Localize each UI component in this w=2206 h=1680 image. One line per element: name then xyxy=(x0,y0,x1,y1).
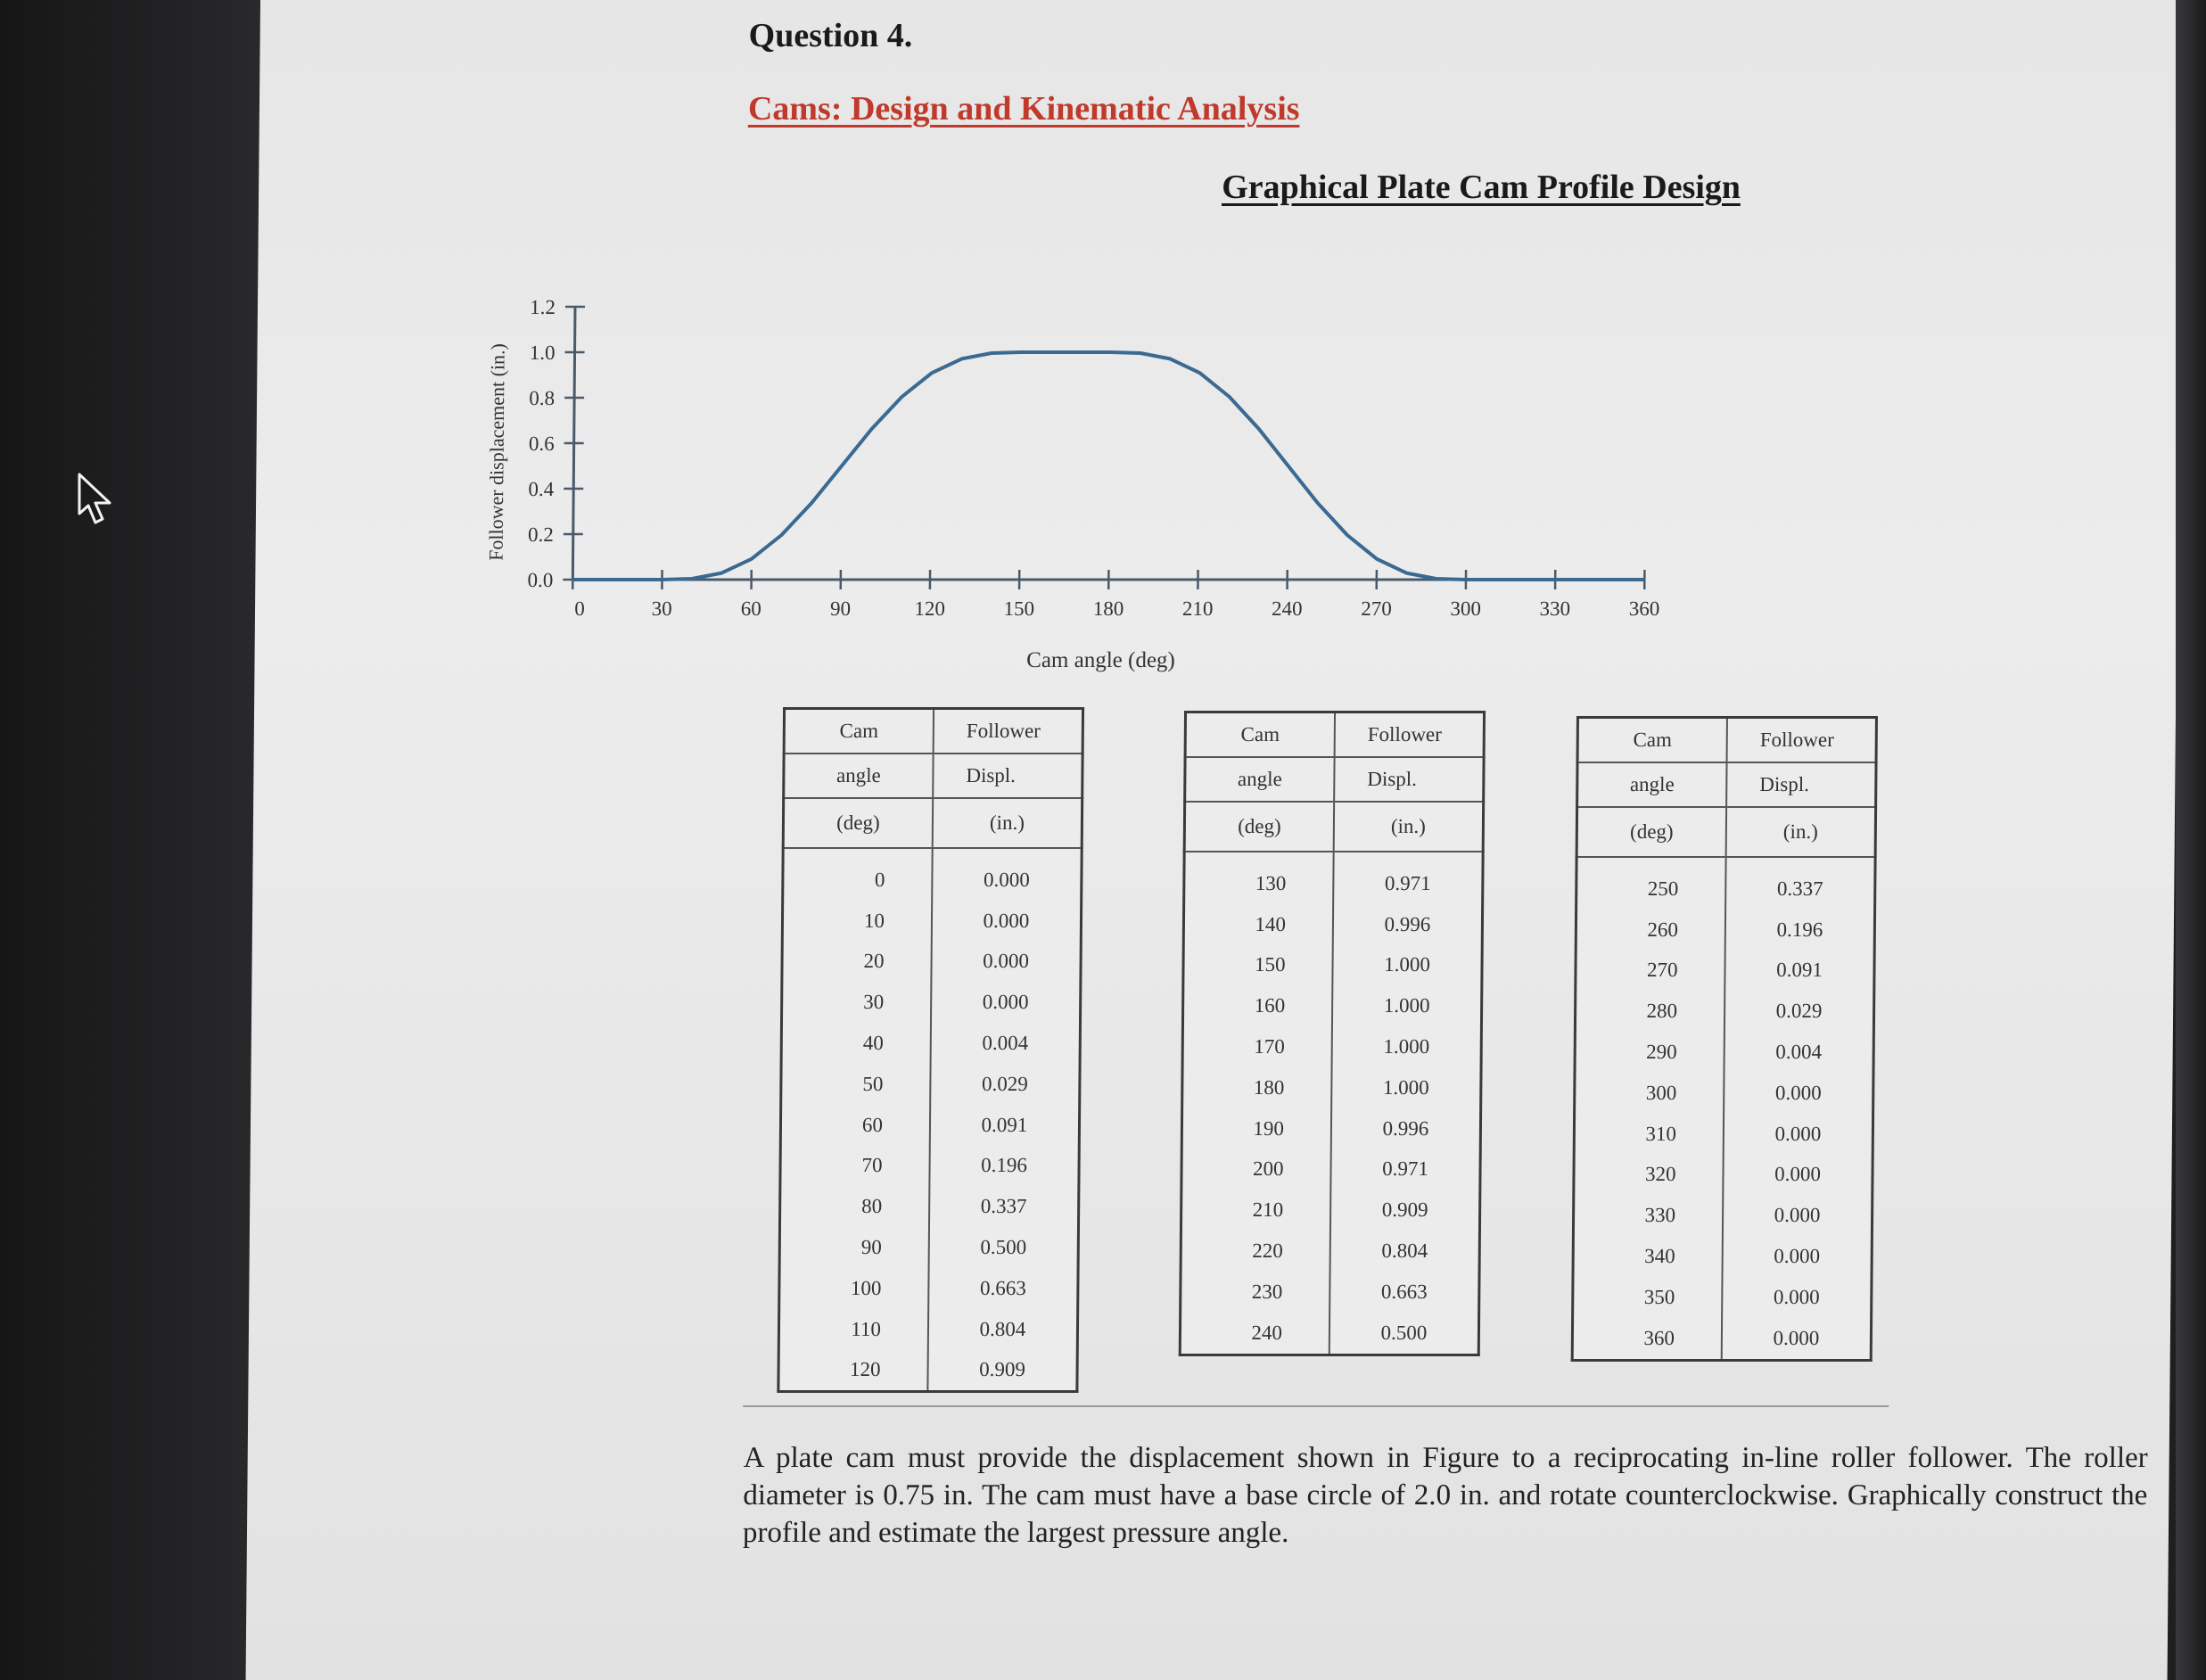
y-tick-label: 0.0 xyxy=(527,569,554,591)
table-header-row xyxy=(784,709,1082,754)
x-tick-label: 210 xyxy=(1181,597,1214,620)
cam-angle-cell: 40 xyxy=(781,1023,931,1064)
question-label: Question 4. xyxy=(748,17,913,54)
cam-angle-cell: 180 xyxy=(1182,1067,1332,1108)
cam-angle-cell: 10 xyxy=(782,901,932,942)
header-angle: angle xyxy=(784,754,934,798)
cam-angle-cell: 130 xyxy=(1184,852,1334,904)
table-row xyxy=(1184,852,1484,904)
table-unit-row xyxy=(1184,802,1483,852)
cam-angle-cell: 90 xyxy=(779,1227,929,1268)
header-in-unit: (in.) xyxy=(1726,807,1876,857)
cam-angle-cell: 350 xyxy=(1573,1277,1723,1318)
table-row xyxy=(1574,1114,1873,1155)
cam-angle-cell: 170 xyxy=(1182,1026,1332,1067)
cam-angle-cell: 240 xyxy=(1180,1313,1329,1355)
follower-displ-cell: 0.196 xyxy=(1725,910,1875,951)
follower-displ-cell: 0.000 xyxy=(1724,1073,1873,1114)
table-row xyxy=(782,942,1081,983)
table-row xyxy=(1575,1032,1873,1073)
follower-displ-cell: 0.000 xyxy=(1723,1236,1873,1277)
table-header-row xyxy=(1577,762,1876,807)
table-row xyxy=(1573,1277,1872,1318)
table-header-row xyxy=(1185,757,1484,802)
follower-displ-cell: 1.000 xyxy=(1331,1067,1481,1108)
table-row xyxy=(783,848,1082,901)
table-row xyxy=(1180,1313,1478,1355)
cam-angle-cell: 200 xyxy=(1181,1149,1331,1190)
header-deg-unit: (deg) xyxy=(1184,802,1334,852)
cam-angle-cell: 260 xyxy=(1576,910,1725,951)
header-cam: Cam xyxy=(1577,718,1727,763)
header-in-unit: (in.) xyxy=(933,798,1082,848)
header-deg-unit: (deg) xyxy=(783,798,933,848)
x-tick-label: 120 xyxy=(914,597,946,620)
follower-displ-cell: 0.000 xyxy=(1724,1114,1873,1155)
follower-displ-cell: 0.000 xyxy=(932,848,1082,901)
y-tick-label: 0.2 xyxy=(527,523,554,546)
follower-displ-cell: 0.000 xyxy=(931,942,1081,983)
follower-displ-cell: 0.500 xyxy=(1329,1313,1479,1355)
x-tick-label: 270 xyxy=(1361,597,1392,620)
cam-angle-cell: 30 xyxy=(781,982,931,1023)
table-unit-row xyxy=(783,798,1082,848)
x-tick-label: 0 xyxy=(574,597,585,620)
mouse-pointer-icon xyxy=(76,473,115,526)
cam-angle-cell: 70 xyxy=(780,1146,930,1187)
cam-angle-cell: 320 xyxy=(1574,1155,1724,1196)
cam-angle-cell: 280 xyxy=(1575,991,1724,1032)
table-row xyxy=(780,1146,1079,1187)
header-angle: angle xyxy=(1185,757,1335,802)
table-row xyxy=(781,1064,1080,1105)
table-row xyxy=(1576,951,1874,992)
table-row xyxy=(1573,1195,1872,1236)
table-header-row xyxy=(784,754,1082,798)
table-row xyxy=(779,1268,1078,1309)
table-row xyxy=(1573,1236,1872,1277)
y-tick-label: 0.6 xyxy=(528,432,555,455)
x-tick-label: 240 xyxy=(1272,597,1303,620)
cam-angle-cell: 0 xyxy=(783,848,933,901)
cam-angle-cell: 220 xyxy=(1181,1231,1330,1272)
follower-displ-cell: 0.909 xyxy=(927,1350,1077,1392)
table-header-row xyxy=(1577,718,1876,763)
follower-displ-cell: 0.000 xyxy=(1723,1155,1873,1196)
follower-displ-cell: 0.971 xyxy=(1333,852,1483,904)
x-tick-label: 30 xyxy=(651,597,672,620)
table-row xyxy=(782,901,1081,942)
follower-displ-cell: 0.804 xyxy=(1330,1231,1480,1272)
follower-displ-cell: 0.091 xyxy=(930,1105,1080,1146)
header-follower: Follower xyxy=(1335,712,1485,758)
cam-angle-cell: 210 xyxy=(1181,1190,1330,1231)
follower-displ-cell: 0.091 xyxy=(1724,951,1874,992)
follower-displ-cell: 0.909 xyxy=(1330,1190,1480,1231)
cam-angle-cell: 190 xyxy=(1181,1108,1331,1149)
problem-description: A plate cam must provide the displacement shown in Figure to a reciprocating in-line roller follower. The roller diameter is 0.75 in. The cam must have a base circle of 2.0 in. and rotate counterclockwise. Graphically construct the profile and estimate the largest pressure angle. xyxy=(742,1442,2148,1549)
cam-angle-cell: 160 xyxy=(1182,985,1332,1026)
table-row xyxy=(1181,1272,1479,1313)
follower-displ-cell: 0.996 xyxy=(1331,1108,1481,1149)
y-axis-title: Follower displacement (in.) xyxy=(484,343,509,561)
cam-angle-cell: 110 xyxy=(778,1309,928,1350)
cam-angle-cell: 360 xyxy=(1572,1318,1722,1360)
cam-angle-cell: 80 xyxy=(779,1186,929,1227)
table-row xyxy=(1576,857,1876,910)
table-row xyxy=(779,1186,1078,1227)
table-row xyxy=(1182,1067,1481,1108)
follower-displ-cell: 0.196 xyxy=(929,1146,1079,1187)
x-tick-label: 90 xyxy=(829,597,852,620)
cam-angle-cell: 330 xyxy=(1573,1195,1723,1236)
x-tick-label: 300 xyxy=(1450,597,1482,620)
x-tick-label: 360 xyxy=(1628,597,1660,620)
header-deg-unit: (deg) xyxy=(1576,807,1726,857)
y-tick-label: 0.4 xyxy=(528,478,555,500)
table-unit-row xyxy=(1576,807,1875,857)
follower-displ-cell: 0.500 xyxy=(929,1227,1079,1268)
header-displ: Displ. xyxy=(1334,757,1484,802)
follower-displ-cell: 1.000 xyxy=(1332,945,1482,986)
header-follower: Follower xyxy=(1727,718,1877,763)
table-row xyxy=(1181,1190,1479,1231)
follower-displ-cell: 0.004 xyxy=(931,1023,1081,1064)
chart-title: Graphical Plate Cam Profile Design xyxy=(1221,169,1741,206)
cam-angle-cell: 230 xyxy=(1181,1272,1330,1313)
table-row xyxy=(1574,1155,1873,1196)
x-tick-label: 330 xyxy=(1539,597,1571,620)
table-row xyxy=(781,982,1080,1023)
table-row xyxy=(1182,985,1481,1026)
follower-displ-cell: 0.804 xyxy=(928,1309,1078,1350)
cam-angle-cell: 300 xyxy=(1575,1073,1724,1114)
table-row xyxy=(780,1105,1079,1146)
follower-displ-cell: 0.663 xyxy=(1329,1272,1479,1313)
x-tick-label: 60 xyxy=(740,597,761,620)
follower-displ-cell: 0.663 xyxy=(928,1268,1078,1309)
right-screen-bezel xyxy=(2176,0,2206,1680)
table-row xyxy=(781,1023,1080,1064)
cam-angle-cell: 60 xyxy=(780,1105,930,1146)
cam-angle-cell: 290 xyxy=(1575,1032,1724,1073)
follower-displ-cell: 0.029 xyxy=(930,1064,1080,1105)
follower-displ-cell: 0.996 xyxy=(1333,904,1483,945)
cam-angle-cell: 100 xyxy=(779,1268,929,1309)
table-header-row xyxy=(1185,712,1484,758)
displacement-chart xyxy=(254,0,2044,713)
table-row xyxy=(1181,1149,1480,1190)
header-angle: angle xyxy=(1577,762,1727,807)
header-cam: Cam xyxy=(784,709,934,754)
cam-angle-cell: 120 xyxy=(778,1350,928,1392)
header-follower: Follower xyxy=(934,709,1083,754)
follower-displ-cell: 0.337 xyxy=(1725,857,1875,910)
table-row xyxy=(1575,991,1873,1032)
follower-displ-cell: 0.000 xyxy=(1722,1277,1872,1318)
follower-displ-cell: 0.000 xyxy=(1722,1318,1872,1360)
follower-displ-cell: 0.000 xyxy=(932,901,1082,942)
table-row xyxy=(1572,1318,1871,1360)
cam-angle-cell: 270 xyxy=(1576,951,1725,992)
section-divider xyxy=(743,1405,1889,1407)
follower-displ-cell: 1.000 xyxy=(1332,985,1482,1026)
cam-angle-cell: 250 xyxy=(1576,857,1726,910)
follower-displ-cell: 0.971 xyxy=(1330,1149,1480,1190)
table-row xyxy=(1183,945,1482,986)
header-in-unit: (in.) xyxy=(1334,802,1484,852)
y-tick-label: 0.8 xyxy=(529,387,556,409)
data-table-3 xyxy=(1571,716,1878,1362)
cam-angle-cell: 20 xyxy=(782,942,932,983)
x-axis-title: Cam angle (deg) xyxy=(1026,648,1175,672)
follower-displ-cell: 0.337 xyxy=(929,1186,1079,1227)
cam-angle-cell: 140 xyxy=(1183,904,1333,945)
follower-displ-cell: 0.029 xyxy=(1724,991,1874,1032)
table-row xyxy=(1181,1108,1480,1149)
table-row xyxy=(1575,1073,1873,1114)
left-screen-bezel xyxy=(0,0,268,1680)
table-row xyxy=(779,1227,1078,1268)
header-displ: Displ. xyxy=(1726,762,1876,807)
x-tick-label: 180 xyxy=(1092,597,1124,620)
cam-angle-cell: 150 xyxy=(1183,945,1333,986)
y-tick-label: 1.2 xyxy=(530,296,556,318)
section-title: Cams: Design and Kinematic Analysis xyxy=(747,90,1300,128)
follower-displ-cell: 0.000 xyxy=(931,982,1081,1023)
table-row xyxy=(1182,1026,1481,1067)
document-page xyxy=(246,0,2182,1680)
data-table-2 xyxy=(1179,711,1486,1356)
cam-angle-cell: 340 xyxy=(1573,1236,1723,1277)
follower-displ-cell: 1.000 xyxy=(1332,1026,1482,1067)
y-tick-label: 1.0 xyxy=(529,342,556,364)
table-row xyxy=(1576,910,1874,951)
cam-angle-cell: 310 xyxy=(1574,1114,1724,1155)
x-tick-label: 150 xyxy=(1003,597,1035,620)
follower-displ-cell: 0.004 xyxy=(1724,1032,1874,1073)
follower-displ-cell: 0.000 xyxy=(1723,1195,1873,1236)
header-displ: Displ. xyxy=(933,754,1082,798)
table-row xyxy=(778,1350,1077,1392)
header-cam: Cam xyxy=(1185,712,1335,758)
table-row xyxy=(1181,1231,1479,1272)
cam-angle-cell: 50 xyxy=(781,1064,931,1105)
data-table-1 xyxy=(777,707,1084,1393)
table-row xyxy=(778,1309,1077,1350)
table-row xyxy=(1183,904,1482,945)
series-line-follower-displacement xyxy=(572,352,1646,580)
